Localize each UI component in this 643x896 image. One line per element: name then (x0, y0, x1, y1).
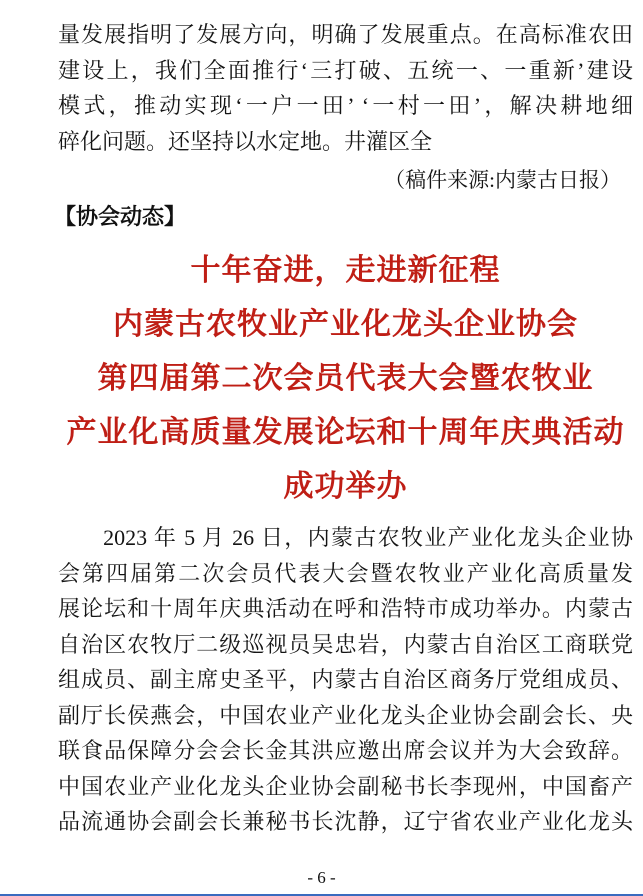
text-line: 联食品保障分会会长金其洪应邀出席会议并为大会致辞。 (58, 738, 633, 763)
text-line: 自治区农牧厅二级巡视员吴忠岩，内蒙古自治区工商联党 (58, 631, 633, 657)
text-line: 副厅长侯燕会，中国农业产业化龙头企业协会副会长、央 (58, 702, 633, 728)
article-title-line: 第四届第二次会员代表大会暨农牧业 (97, 362, 594, 395)
main-paragraph (58, 520, 633, 840)
top-paragraph (58, 17, 633, 159)
page-number: - 6 - (307, 868, 336, 887)
text-line: 展论坛和十周年庆典活动在呼和浩特市成功举办。内蒙古 (58, 596, 633, 621)
source-attribution: （稿件来源:内蒙古日报） (384, 168, 621, 192)
text-line: 组成员、副主席史圣平，内蒙古自治区商务厅党组成员、 (58, 667, 633, 692)
text-line: 2023 年 5 月 26 日，内蒙古农牧业产业化龙头企业协 (103, 525, 633, 550)
text-line: 碎化问题。还坚持以水定地。井灌区全 (58, 128, 433, 154)
text-line: 中国农业产业化龙头企业协会副秘书长李现州，中国畜产 (58, 773, 633, 799)
article-title (58, 244, 633, 514)
text-line: 量发展指明了发展方向，明确了发展重点。在高标准农田 (58, 22, 633, 47)
text-line: 会第四届第二次会员代表大会暨农牧业产业化高质量发 (58, 560, 633, 586)
article-title-line: 成功举办 (283, 470, 408, 503)
article-title-line: 内蒙古农牧业产业化龙头企业协会 (113, 308, 578, 341)
article-title-line: 十年奋进，走进新征程 (190, 254, 501, 287)
text-line: 模式，推动实现‘一户一田’ ‘一村一田’，解决耕地细 (58, 93, 633, 118)
article-title-line: 产业化高质量发展论坛和十周年庆典活动 (66, 416, 625, 449)
text-line: 品流通协会副会长兼秘书长沈静，辽宁省农业产业化龙头 (58, 809, 633, 834)
section-header: 【协会动态】 (54, 204, 187, 229)
text-line: 建设上，我们全面推行‘三打破、五统一、一重新’建设 (58, 57, 633, 83)
